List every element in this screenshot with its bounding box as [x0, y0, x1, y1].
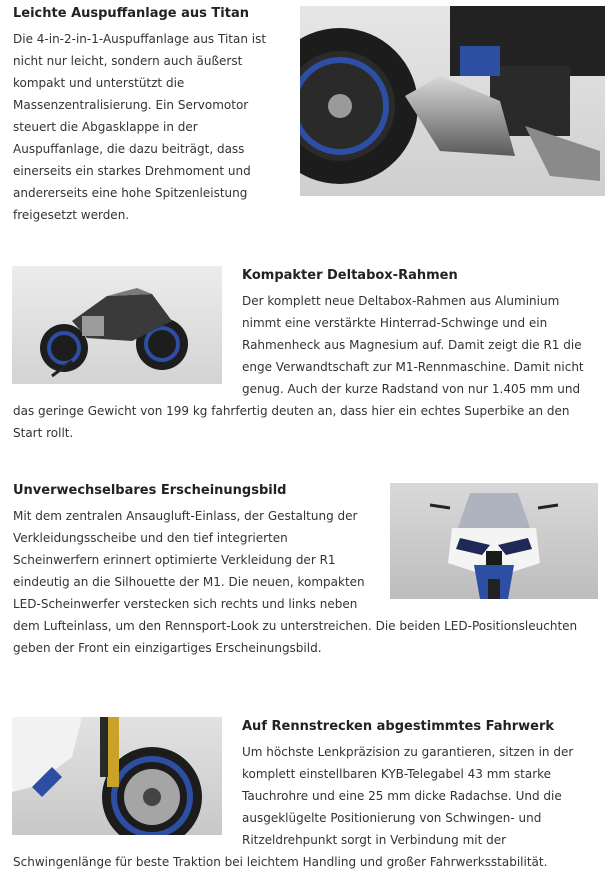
section-title: Auf Rennstrecken abgestimmtes Fahrwerk	[242, 719, 555, 734]
section-body: Mit dem zentralen Ansaugluft-Einlass, der Gestaltung der Verkleidungsscheibe und den tief integrierten Scheinwerfern erinnert optimierte Verkleidung der R1 eindeutig an die Silhouette der M1. Die neuen, kompakten LED-Scheinwerfer verstecken sich rechts und links neben dem Lufteinlass, um den Rennsport-Look zu unterstreichen. Die beiden LED-Positionsleuchten geben der Front ein einzigartiges Erscheinungsbild.	[13, 509, 578, 655]
exhaust-image	[300, 6, 605, 196]
section-title: Kompakter Deltabox-Rahmen	[242, 268, 458, 283]
feature-section-appearance	[0, 483, 607, 659]
feature-section-suspension	[0, 717, 607, 873]
section-body: Die 4-in-2-in-1-Auspuffanlage aus Titan ist nicht nur leicht, sondern auch äußerst kompakt und unterstützt die Massenzentralisierung. Ein Servomotor steuert die Abgasklappe in der Auspuffanlage, die dazu beiträgt, dass einerseits ein starkes Drehmoment und andererseits eine hohe Spitzenleistung freigesetzt werden.	[13, 32, 267, 222]
front-wheel-image	[12, 717, 222, 835]
section-title: Leichte Auspuffanlage aus Titan	[13, 6, 249, 21]
frame-image	[12, 266, 222, 384]
section-title: Unverwechselbares Erscheinungsbild	[13, 483, 287, 498]
feature-section-frame	[0, 266, 607, 444]
section-body: Um höchste Lenkpräzision zu garantieren, sitzen in der komplett einstellbaren KYB-Telegabel 43 mm starke Tauchrohre und eine 25 mm dicke Radachse. Und die ausgeklügelte Positionierung von Schwingen- und Ritzeldrehpunkt sorgt in Verbindung mit der Schwingenlänge für beste Traktion bei leichtem Handling und großer Fahrwerksstabilität.	[13, 745, 574, 869]
feature-section-exhaust	[0, 6, 607, 226]
front-fairing-image	[390, 483, 598, 599]
section-body: Der komplett neue Deltabox-Rahmen aus Aluminium nimmt eine verstärkte Hinterrad-Schwinge und ein Rahmenheck aus Magnesium auf. Damit zeigt die R1 die enge Verwandtschaft zur M1-Rennmaschine. Damit nicht genug. Auch der kurze Radstand von nur 1.405 mm und das geringe Gewicht von 199 kg fahrfertig deuten an, dass hier ein echtes Superbike an den Start rollt.	[13, 294, 584, 440]
